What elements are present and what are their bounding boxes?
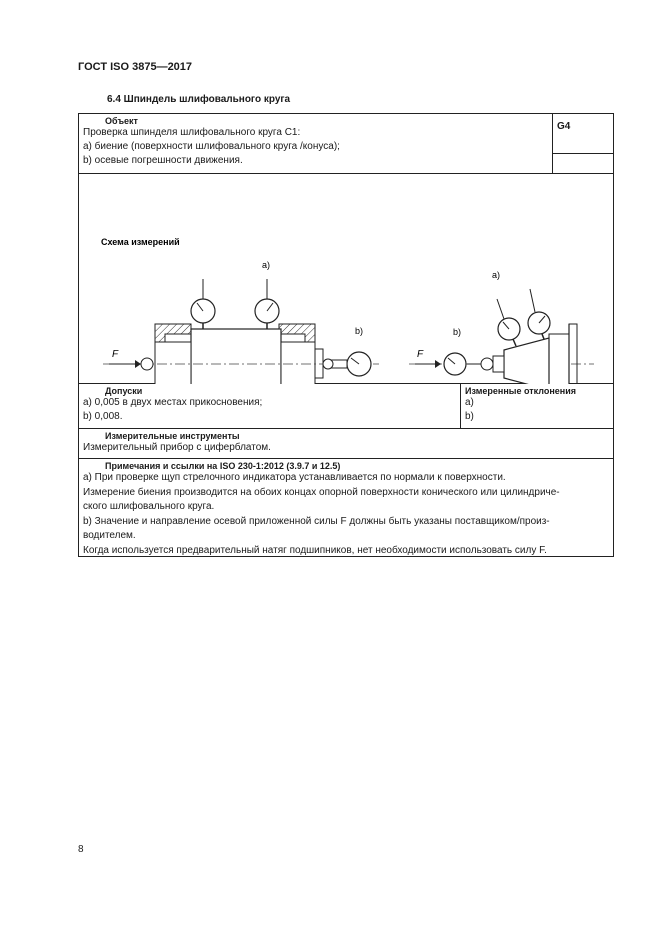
- spindle-housing: [569, 324, 577, 384]
- spindle-body: [191, 329, 281, 384]
- instruments-row: [79, 429, 613, 459]
- measured-deviations-cell: [461, 384, 613, 428]
- spindle-flange: [549, 334, 569, 384]
- dial-indicator: [444, 353, 466, 375]
- notes-label: Примечания и ссылки на ISO 230-1:2012 (3.9.7 и 12.5): [105, 461, 341, 471]
- scheme-label: Схема измерений: [101, 237, 180, 247]
- object-line: а) биение (поверхности шлифовального круга /конуса);: [83, 141, 340, 152]
- tolerance-line: b) 0,008.: [83, 411, 123, 422]
- note-line: Когда используется предварительный натяг подшипников, нет необходимости использовать силу F.: [83, 544, 547, 556]
- label-a-right: a): [492, 270, 501, 280]
- note-line: Измерение биения производится на обоих концах опорной поверхности конического или цилиндриче-: [83, 486, 560, 498]
- object-line: Проверка шпинделя шлифовального круга С1:: [83, 127, 301, 138]
- object-cell: [79, 114, 553, 173]
- tolerances-label: Допуски: [105, 386, 143, 396]
- dial-indicator: [528, 289, 550, 339]
- dial-indicator: [497, 299, 520, 346]
- note-line: ского шлифовального круга.: [83, 501, 215, 512]
- cone: [504, 338, 549, 384]
- measured-deviations-label: Измеренные отклонения: [465, 386, 577, 396]
- measurement-scheme-diagram: [79, 174, 613, 384]
- section-title: 6.4 Шпиндель шлифовального круга: [107, 94, 291, 105]
- cone-tip: [493, 356, 504, 372]
- tolerance-line: а) 0,005 в двух местах прикосновения;: [83, 397, 263, 408]
- note-line: b) Значение и направление осевой приложенной силы F должны быть указаны поставщиком/произ-: [83, 515, 550, 527]
- document-code: ГОСТ ISO 3875—2017: [78, 61, 193, 73]
- dial-indicator: [323, 352, 371, 376]
- label-b-right: b): [453, 327, 462, 337]
- label-a-left: a): [262, 260, 271, 270]
- instruments-text: Измерительный прибор с циферблатом.: [83, 442, 271, 453]
- test-sheet-table: [78, 113, 614, 557]
- dial-indicator: [255, 279, 279, 329]
- tolerances-cell: [79, 384, 461, 428]
- label-b-left: b): [355, 326, 364, 336]
- measured-line: b): [465, 411, 474, 422]
- test-code-cell: [553, 114, 613, 154]
- object-label: Объект: [105, 116, 138, 126]
- instruments-label: Измерительные инструменты: [105, 431, 240, 441]
- note-line: а) При проверке щуп стрелочного индикатора устанавливается по нормали к поверхности.: [83, 472, 506, 483]
- force-label-right: F: [417, 349, 424, 360]
- page-number: 8: [78, 844, 84, 855]
- spindle-left-neck: [155, 342, 191, 384]
- test-code: G4: [557, 121, 571, 132]
- dial-indicator: [191, 279, 215, 329]
- force-arrowhead-right: [435, 360, 441, 368]
- spindle-right-neck: [281, 342, 315, 384]
- contact-ball: [481, 358, 493, 370]
- notes-row: [79, 459, 613, 556]
- tolerances-row: [79, 384, 613, 429]
- spindle-end: [315, 349, 323, 378]
- note-line: водителем.: [83, 530, 136, 541]
- conical-spindle-figure: [409, 270, 594, 384]
- force-arrowhead: [135, 360, 141, 368]
- force-ball: [141, 358, 153, 370]
- object-line: b) осевые погрешности движения.: [83, 155, 243, 166]
- force-label: F: [112, 349, 119, 360]
- measured-line: а): [465, 397, 474, 408]
- object-row: [79, 114, 613, 174]
- scheme-row: [79, 174, 613, 384]
- cylindrical-spindle-figure: [103, 260, 379, 384]
